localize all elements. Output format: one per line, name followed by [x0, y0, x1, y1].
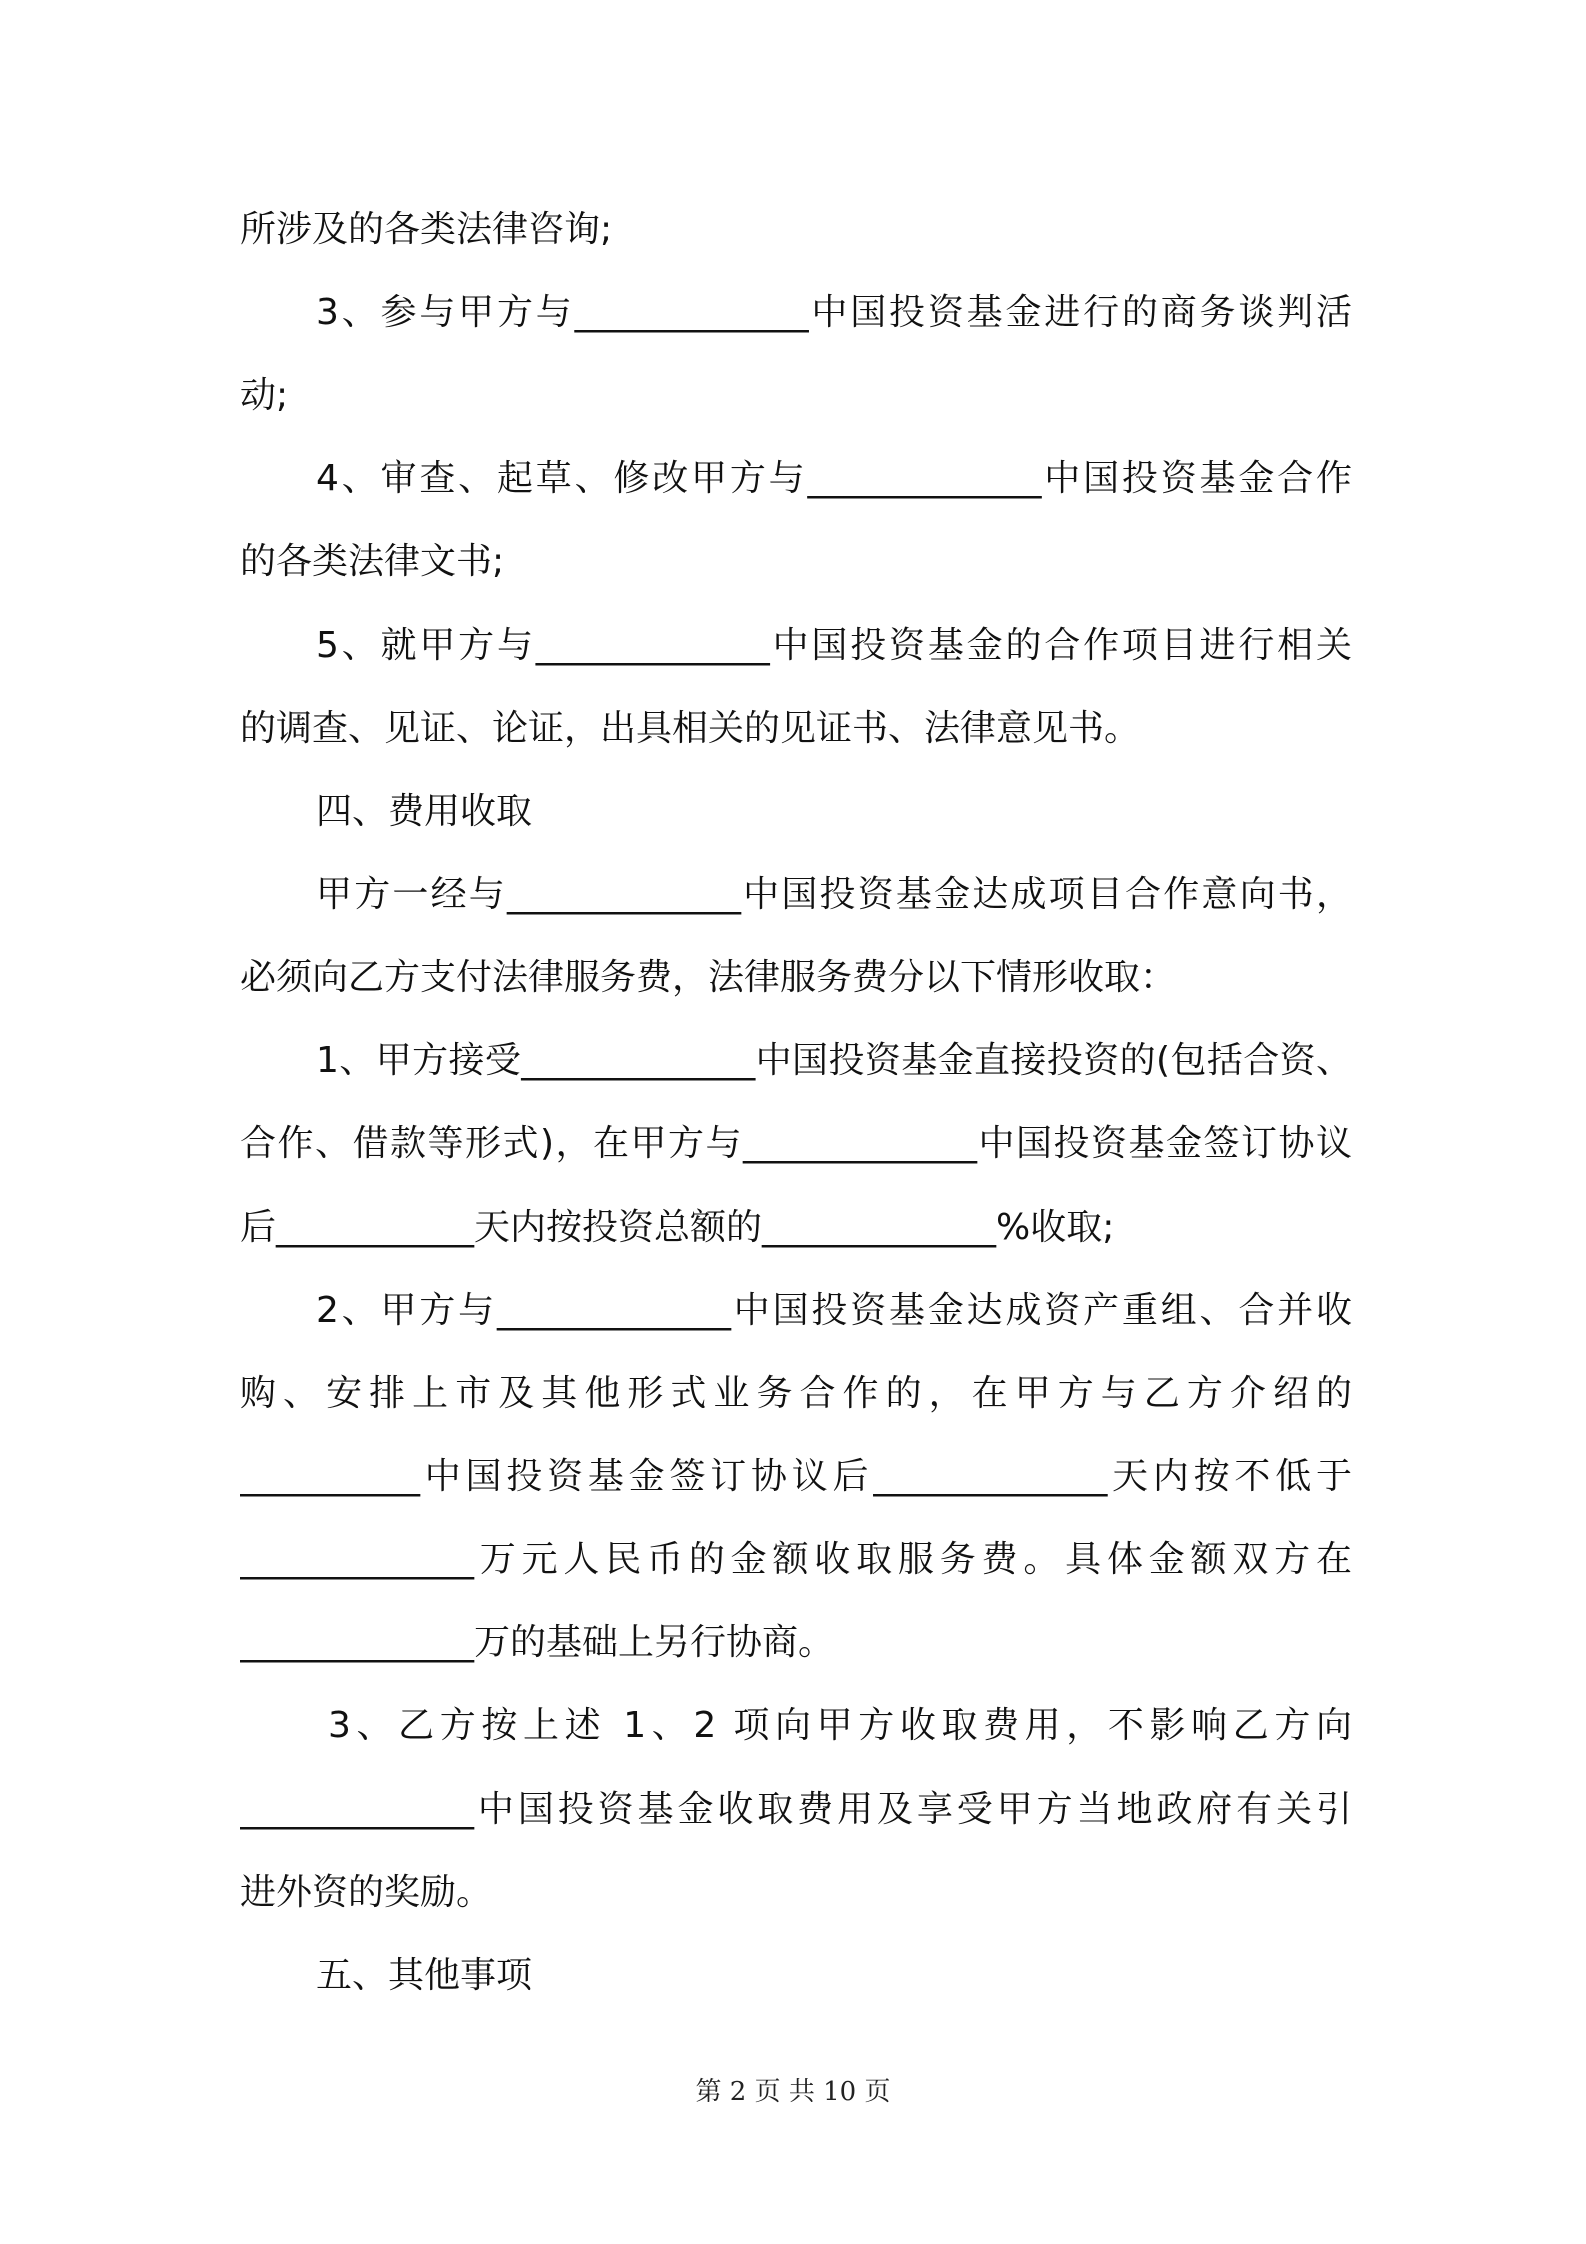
section-heading: 五、其他事项 — [316, 1955, 533, 1996]
text-line: _____________万元人民币的金额收取服务费。具体金额双方在 — [240, 1539, 1352, 1580]
text-line: 进外资的奖励。 — [240, 1872, 493, 1913]
page-number-footer: 第 2 页 共 10 页 — [695, 2077, 891, 2107]
text-line: 购、安排上市及其他形式业务合作的，在甲方与乙方介绍的 — [240, 1373, 1352, 1414]
text-line: _____________中国投资基金收取费用及享受甲方当地政府有关引 — [240, 1789, 1352, 1830]
text-line: 所涉及的各类法律咨询; — [240, 209, 613, 250]
text-line: 后___________天内按投资总额的_____________%收取; — [240, 1207, 1115, 1248]
text-line: __________中国投资基金签订协议后_____________天内按不低于 — [240, 1456, 1352, 1497]
section-heading: 四、费用收取 — [316, 791, 533, 832]
text-line: 动; — [240, 375, 289, 416]
text-line: _____________万的基础上另行协商。 — [240, 1622, 835, 1663]
text-line: 4、审查、起草、修改甲方与_____________中国投资基金合作 — [316, 458, 1352, 499]
text-line: 3、参与甲方与_____________中国投资基金进行的商务谈判活 — [316, 292, 1352, 333]
text-line: 的各类法律文书; — [240, 541, 505, 582]
text-line: 3、乙方按上述 1、2 项向甲方收取费用，不影响乙方向 — [328, 1705, 1352, 1746]
text-line: 甲方一经与_____________中国投资基金达成项目合作意向书， — [316, 874, 1352, 915]
text-line: 必须向乙方支付法律服务费，法律服务费分以下情形收取： — [240, 957, 1177, 998]
text-line: 合作、借款等形式)，在甲方与_____________中国投资基金签订协议 — [240, 1123, 1352, 1164]
text-line: 2、甲方与_____________中国投资基金达成资产重组、合并收 — [316, 1290, 1352, 1331]
text-line: 的调查、见证、论证，出具相关的见证书、法律意见书。 — [240, 708, 1141, 749]
text-line: 5、就甲方与_____________中国投资基金的合作项目进行相关 — [316, 625, 1352, 666]
text-line: 1、甲方接受_____________中国投资基金直接投资的(包括合资、 — [316, 1040, 1352, 1081]
